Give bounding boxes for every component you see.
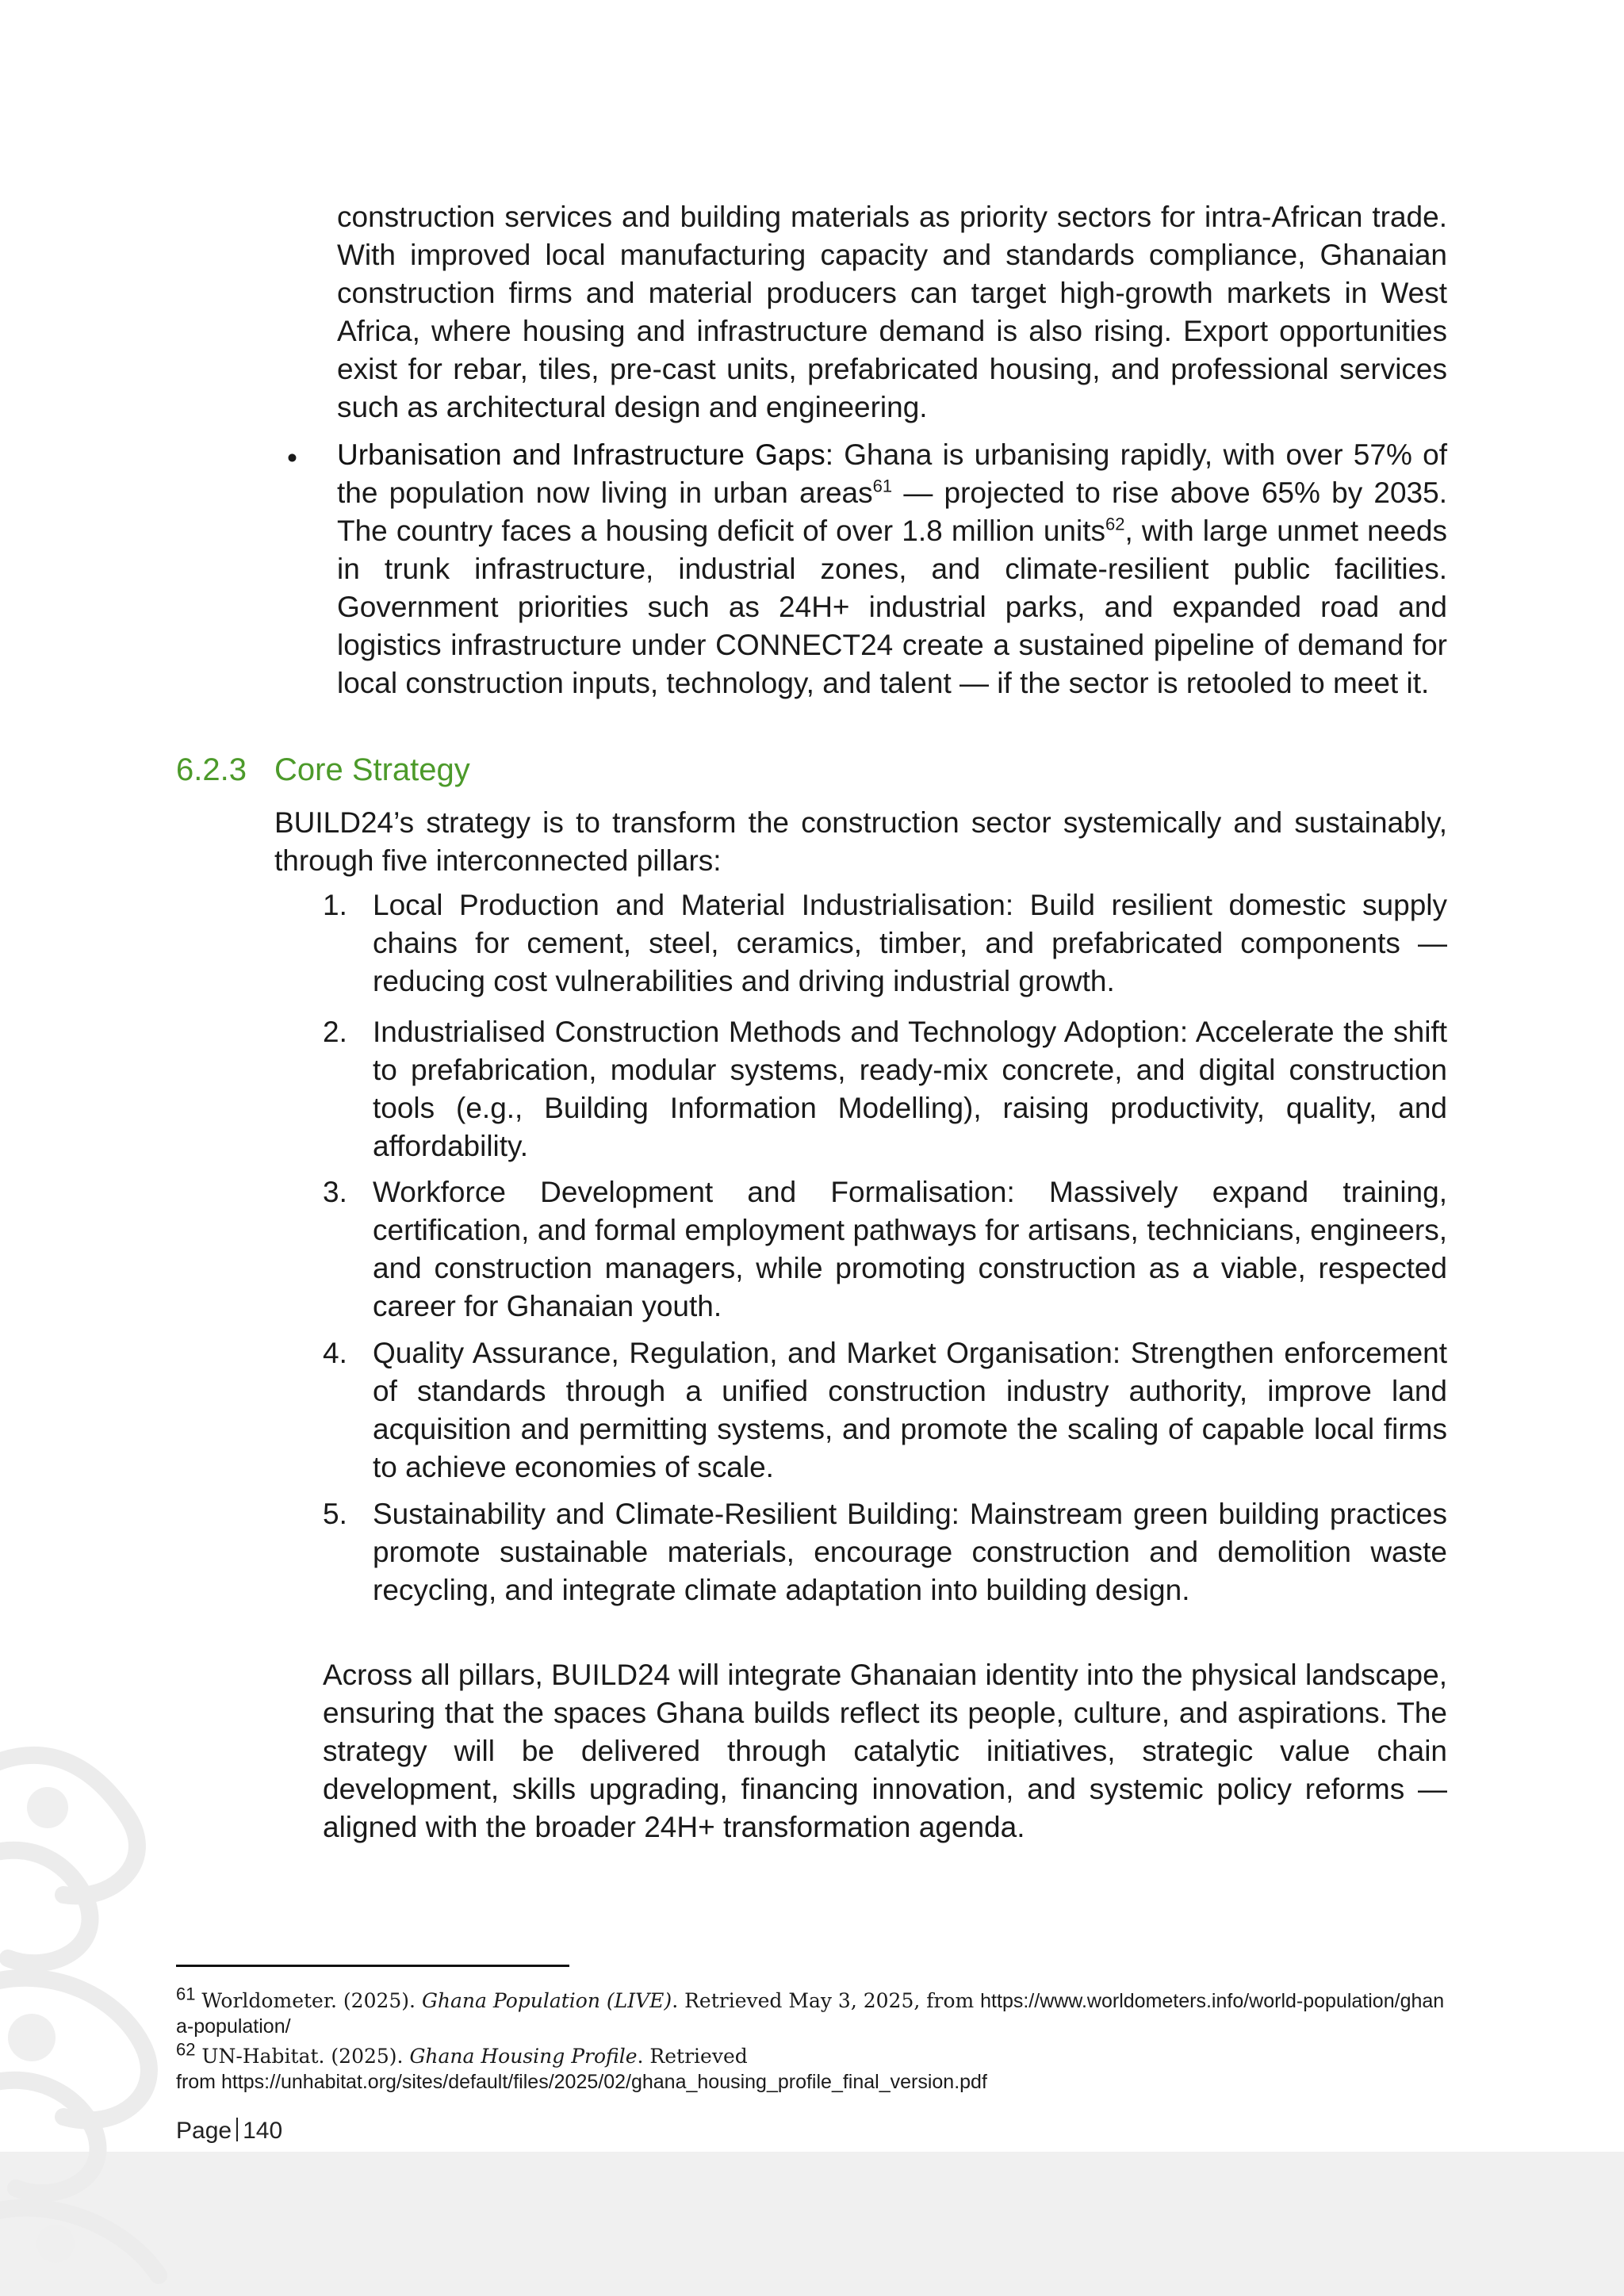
page-bottom-band xyxy=(0,2152,1624,2296)
page-number xyxy=(176,2115,282,2147)
pillar-2: Industrialised Construction Methods and Technology Adoption: Accelerate the shift to prefabrication, modular systems, ready-mix concrete, and digital construction tools (e.g., Building Information Modelling), raising productivity, quality, and affordability. xyxy=(373,1016,1447,1162)
strategy-intro: BUILD24’s strategy is to transform the construction sector systemically and sustainably, through five interconnected pillars: xyxy=(274,806,1447,877)
footnote-61-title: Ghana Population (LIVE) xyxy=(421,1989,672,2012)
footnote-62-source: UN-Habitat. (2025). xyxy=(195,2045,410,2068)
pillar-4: Quality Assurance, Regulation, and Market Organisation: Strengthen enforcement of standards through a unified construction industry authority, improve land acquisition and permitting systems, and promote the scaling of capable local firms to achieve economies of scale. xyxy=(373,1337,1447,1483)
urbanisation-lead: Urbanisation and Infrastructure Gaps: xyxy=(337,438,833,471)
footnote-ref-62[interactable]: 62 xyxy=(1105,514,1125,534)
pillar-number-1: 1. xyxy=(323,889,347,921)
pillar-number-3: 3. xyxy=(323,1176,347,1208)
footnote-number-62: 62 xyxy=(176,2039,196,2060)
footnote-divider xyxy=(176,1965,569,1967)
closing-paragraph: Across all pillars, BUILD24 will integrate Ghanaian identity into the physical landscape, ensuring that the spaces Ghana builds reflect its people, culture, and aspirations. The strategy will be delivered through catalytic initiatives, strategic value chain development, skills upgrading, financing innovation, and systemic policy reforms — aligned with the broader 24H+ transformation agenda. xyxy=(323,1659,1447,1843)
page-separator xyxy=(236,2118,238,2141)
decorative-pattern-watermark xyxy=(0,1720,182,2296)
intro-paragraph: construction services and building materials as priority sectors for intra-African trade. With improved local manufacturing capacity and standards compliance, Ghanaian construction firms and material producers can target high-growth markets in West Africa, where housing and infrastructure demand is also rising. Export opportunities exist for rebar, tiles, pre-cast units, prefabricated housing, and professional services such as architectural design and engineering. xyxy=(337,201,1447,423)
page-label: Page xyxy=(176,2118,232,2144)
pillar-number-2: 2. xyxy=(323,1016,347,1048)
footnote-62-url-prefix: from xyxy=(176,2071,221,2093)
bullet-icon: • xyxy=(287,442,297,474)
pillar-3: Workforce Development and Formalisation: Massively expand training, certification, and formal employment pathways for artisans, technicians, engineers, and construction managers, while promoting construction as a viable, respected career for Ghanaian youth. xyxy=(373,1176,1447,1322)
footnote-62-title: Ghana Housing Profile xyxy=(409,2045,638,2068)
footnote-number-61: 61 xyxy=(176,1984,196,2004)
footnote-61-link[interactable]: https://www.worldometers.info/world-population/ghana-population/ xyxy=(176,1990,1445,2038)
page-number-value: 140 xyxy=(243,2118,283,2144)
urbanisation-text-3: , with large unmet needs in trunk infrastructure, industrial zones, and climate-resilient public facilities. Government priorities such as 24H+ industrial parks, and expanded road and logistics infrastructure under CONNECT24 create a sustained pipeline of demand for local construction inputs, technology, and talent — if the sector is retooled to meet it. xyxy=(337,515,1447,699)
footnote-62 xyxy=(176,2039,1445,2095)
footnote-ref-61[interactable]: 61 xyxy=(872,476,893,496)
footnote-61-source: Worldometer. (2025). xyxy=(195,1989,422,2012)
pillar-number-4: 4. xyxy=(323,1337,347,1369)
footnote-62-link[interactable]: https://unhabitat.org/sites/default/files/2025/02/ghana_housing_profile_final_version.pdf xyxy=(220,2071,987,2093)
urbanisation-bullet xyxy=(337,436,1447,702)
pillar-5: Sustainability and Climate-Resilient Building: Mainstream green building practices promote sustainable materials, encourage construction and demolition waste recycling, and integrate climate adaptation into building design. xyxy=(373,1498,1447,1606)
footnote-62-retrieved: . Retrieved xyxy=(637,2045,748,2068)
section-title: Core Strategy xyxy=(274,752,470,787)
urbanisation-text-2: — projected to rise above 65% by 2035. The country faces a housing deficit of over 1.8 million units xyxy=(337,476,1447,547)
urbanisation-text-1: Ghana is urbanising rapidly, with over 57% of the population now living in urban areas xyxy=(337,438,1447,509)
pillar-number-5: 5. xyxy=(323,1498,347,1530)
footnote-61-retrieved: . Retrieved May 3, 2025, from xyxy=(672,1989,981,2012)
section-number: 6.2.3 xyxy=(176,752,247,787)
pillar-1: Local Production and Material Industrialisation: Build resilient domestic supply chains for cement, steel, ceramics, timber, and prefabricated components — reducing cost vulnerabilities and driving industrial growth. xyxy=(373,889,1447,997)
footnote-61 xyxy=(176,1984,1445,2039)
